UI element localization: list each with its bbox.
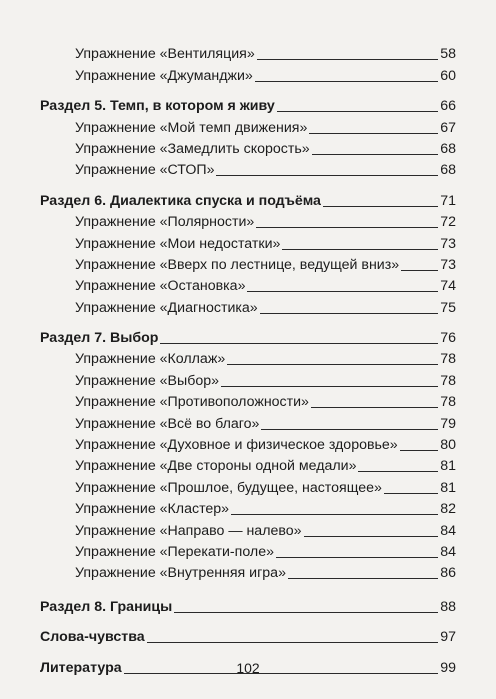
toc-leader-line [256, 227, 438, 228]
page-number: 102 [236, 660, 260, 676]
toc-exercise-entry [0, 231, 496, 252]
toc-entry-page: 58 [440, 46, 456, 63]
toc-entry-page: 97 [440, 629, 456, 646]
toc-exercise-entry [0, 253, 496, 274]
toc-entry-title: Упражнение «СТОП» [75, 162, 215, 179]
toc-entry-title: Упражнение «Духовное и физическое здоровье» [75, 437, 398, 454]
toc-leader-line [323, 206, 438, 207]
toc-entry-title: Упражнение «Прошлое, будущее, настоящее» [75, 479, 382, 496]
toc-leader-line [304, 536, 439, 537]
toc-entry-page: 78 [440, 372, 456, 389]
toc-leader-line [276, 557, 438, 558]
toc-leader-line [282, 249, 438, 250]
toc-entry-title: Упражнение «Вверх по лестнице, ведущей вниз» [75, 256, 400, 273]
toc-entry-page: 68 [440, 140, 456, 157]
toc-entry-title: Упражнение «Кластер» [75, 501, 230, 518]
toc-section-entry [0, 188, 496, 209]
toc-entry-page: 81 [440, 458, 456, 475]
toc-leader-line [216, 175, 438, 176]
toc-entry-title: Упражнение «Полярности» [75, 214, 255, 231]
toc-leader-line [221, 386, 438, 387]
toc-entry-page: 60 [440, 67, 456, 84]
toc-section-entry [0, 326, 496, 347]
toc-entry-page: 84 [440, 522, 456, 539]
toc-entry-page: 80 [440, 437, 456, 454]
toc-entry-page: 76 [440, 330, 456, 347]
toc-entry-title: Упражнение «Всё во благо» [75, 415, 260, 432]
toc-entry-page: 75 [440, 299, 456, 316]
toc-entry-page: 71 [440, 192, 456, 209]
toc-exercise-entry [0, 295, 496, 316]
toc-entry-title: Раздел 5. Темп, в котором я живу [40, 98, 275, 115]
toc-exercise-entry [0, 63, 496, 84]
toc-entry-title: Раздел 8. Границы [40, 598, 173, 615]
toc-entry-title: Упражнение «Выбор» [75, 372, 219, 389]
toc-leader-line [147, 642, 439, 643]
toc-entry-page: 72 [440, 214, 456, 231]
toc-entry-page: 79 [440, 415, 456, 432]
toc-entry-page: 78 [440, 351, 456, 368]
toc-entry-title: Упражнение «Две стороны одной медали» [75, 458, 357, 475]
toc-exercise-entry [0, 454, 496, 475]
toc-leader-line [277, 111, 438, 112]
toc-leader-line [260, 313, 439, 314]
toc-exercise-entry [0, 540, 496, 561]
toc-leader-line [309, 133, 438, 134]
toc-entry-page: 82 [440, 501, 456, 518]
toc-leader-line [400, 450, 439, 451]
toc-spacer [0, 646, 496, 655]
toc-leader-line [401, 270, 438, 271]
toc-leader-line [384, 493, 438, 494]
toc-spacer [0, 317, 496, 326]
toc-exercise-entry [0, 497, 496, 518]
toc-entry-page: 73 [440, 256, 456, 273]
toc-entry-title: Раздел 7. Выбор [40, 330, 159, 347]
toc-entry-title: Раздел 6. Диалектика спуска и подъёма [40, 192, 321, 209]
toc-entry-page: 86 [440, 565, 456, 582]
toc-spacer [0, 582, 496, 594]
toc-exercise-entry [0, 210, 496, 231]
toc-leader-line [312, 154, 439, 155]
toc-exercise-entry [0, 137, 496, 158]
toc-section-entry [0, 594, 496, 615]
toc-leader-line [288, 578, 438, 579]
toc-leader-line [160, 343, 438, 344]
toc-section-entry [0, 94, 496, 115]
toc-exercise-entry [0, 42, 496, 63]
toc-entry-title: Упражнение «Направо — налево» [75, 522, 302, 539]
toc-entry-title: Упражнение «Диагностика» [75, 299, 258, 316]
toc-exercise-entry [0, 433, 496, 454]
toc-exercise-entry [0, 274, 496, 295]
toc-leader-line [261, 429, 438, 430]
toc-entry-page: 84 [440, 543, 456, 560]
toc-spacer [0, 616, 496, 625]
toc-exercise-entry [0, 561, 496, 582]
toc-leader-line [247, 291, 438, 292]
toc-entry-page: 73 [440, 235, 456, 252]
toc-entry-page: 66 [440, 98, 456, 115]
toc-entry-page: 67 [440, 119, 456, 136]
toc-entry-title: Упражнение «Внутренняя игра» [75, 565, 286, 582]
toc-entry-title: Слова-чувства [40, 629, 145, 646]
toc-entry-page: 81 [440, 479, 456, 496]
toc-leader-line [358, 471, 438, 472]
toc-leader-line [227, 364, 438, 365]
toc-exercise-entry [0, 411, 496, 432]
toc-leader-line [174, 612, 438, 613]
toc-exercise-entry [0, 115, 496, 136]
toc-entry-page: 68 [440, 162, 456, 179]
toc-leader-line [255, 81, 438, 82]
toc-entry-title: Упражнение «Остановка» [75, 278, 246, 295]
toc-leader-line [311, 407, 438, 408]
toc-entry-page: 88 [440, 598, 456, 615]
toc-entry-title: Литература [40, 659, 122, 676]
toc-entry-title: Упражнение «Коллаж» [75, 351, 226, 368]
toc-leader-line [231, 514, 438, 515]
table-of-contents [0, 42, 496, 677]
toc-exercise-entry [0, 368, 496, 389]
toc-entry-title: Упражнение «Мои недостатки» [75, 235, 281, 252]
toc-exercise-entry [0, 390, 496, 411]
toc-entry-title: Упражнение «Вентиляция» [75, 46, 255, 63]
toc-entry-title: Упражнение «Мой темп движения» [75, 119, 308, 136]
toc-entry-title: Упражнение «Джуманджи» [75, 67, 253, 84]
toc-exercise-entry [0, 158, 496, 179]
toc-spacer [0, 179, 496, 188]
toc-entry-page: 99 [440, 659, 456, 676]
toc-entry-page: 74 [440, 278, 456, 295]
toc-exercise-entry [0, 347, 496, 368]
toc-leader-line [257, 59, 438, 60]
toc-entry-title: Упражнение «Перекати-поле» [75, 543, 274, 560]
toc-exercise-entry [0, 518, 496, 539]
toc-section-entry [0, 625, 496, 646]
toc-spacer [0, 85, 496, 94]
toc-entry-title: Упражнение «Замедлить скорость» [75, 140, 310, 157]
toc-entry-page: 78 [440, 394, 456, 411]
toc-exercise-entry [0, 475, 496, 496]
toc-entry-title: Упражнение «Противоположности» [75, 394, 309, 411]
